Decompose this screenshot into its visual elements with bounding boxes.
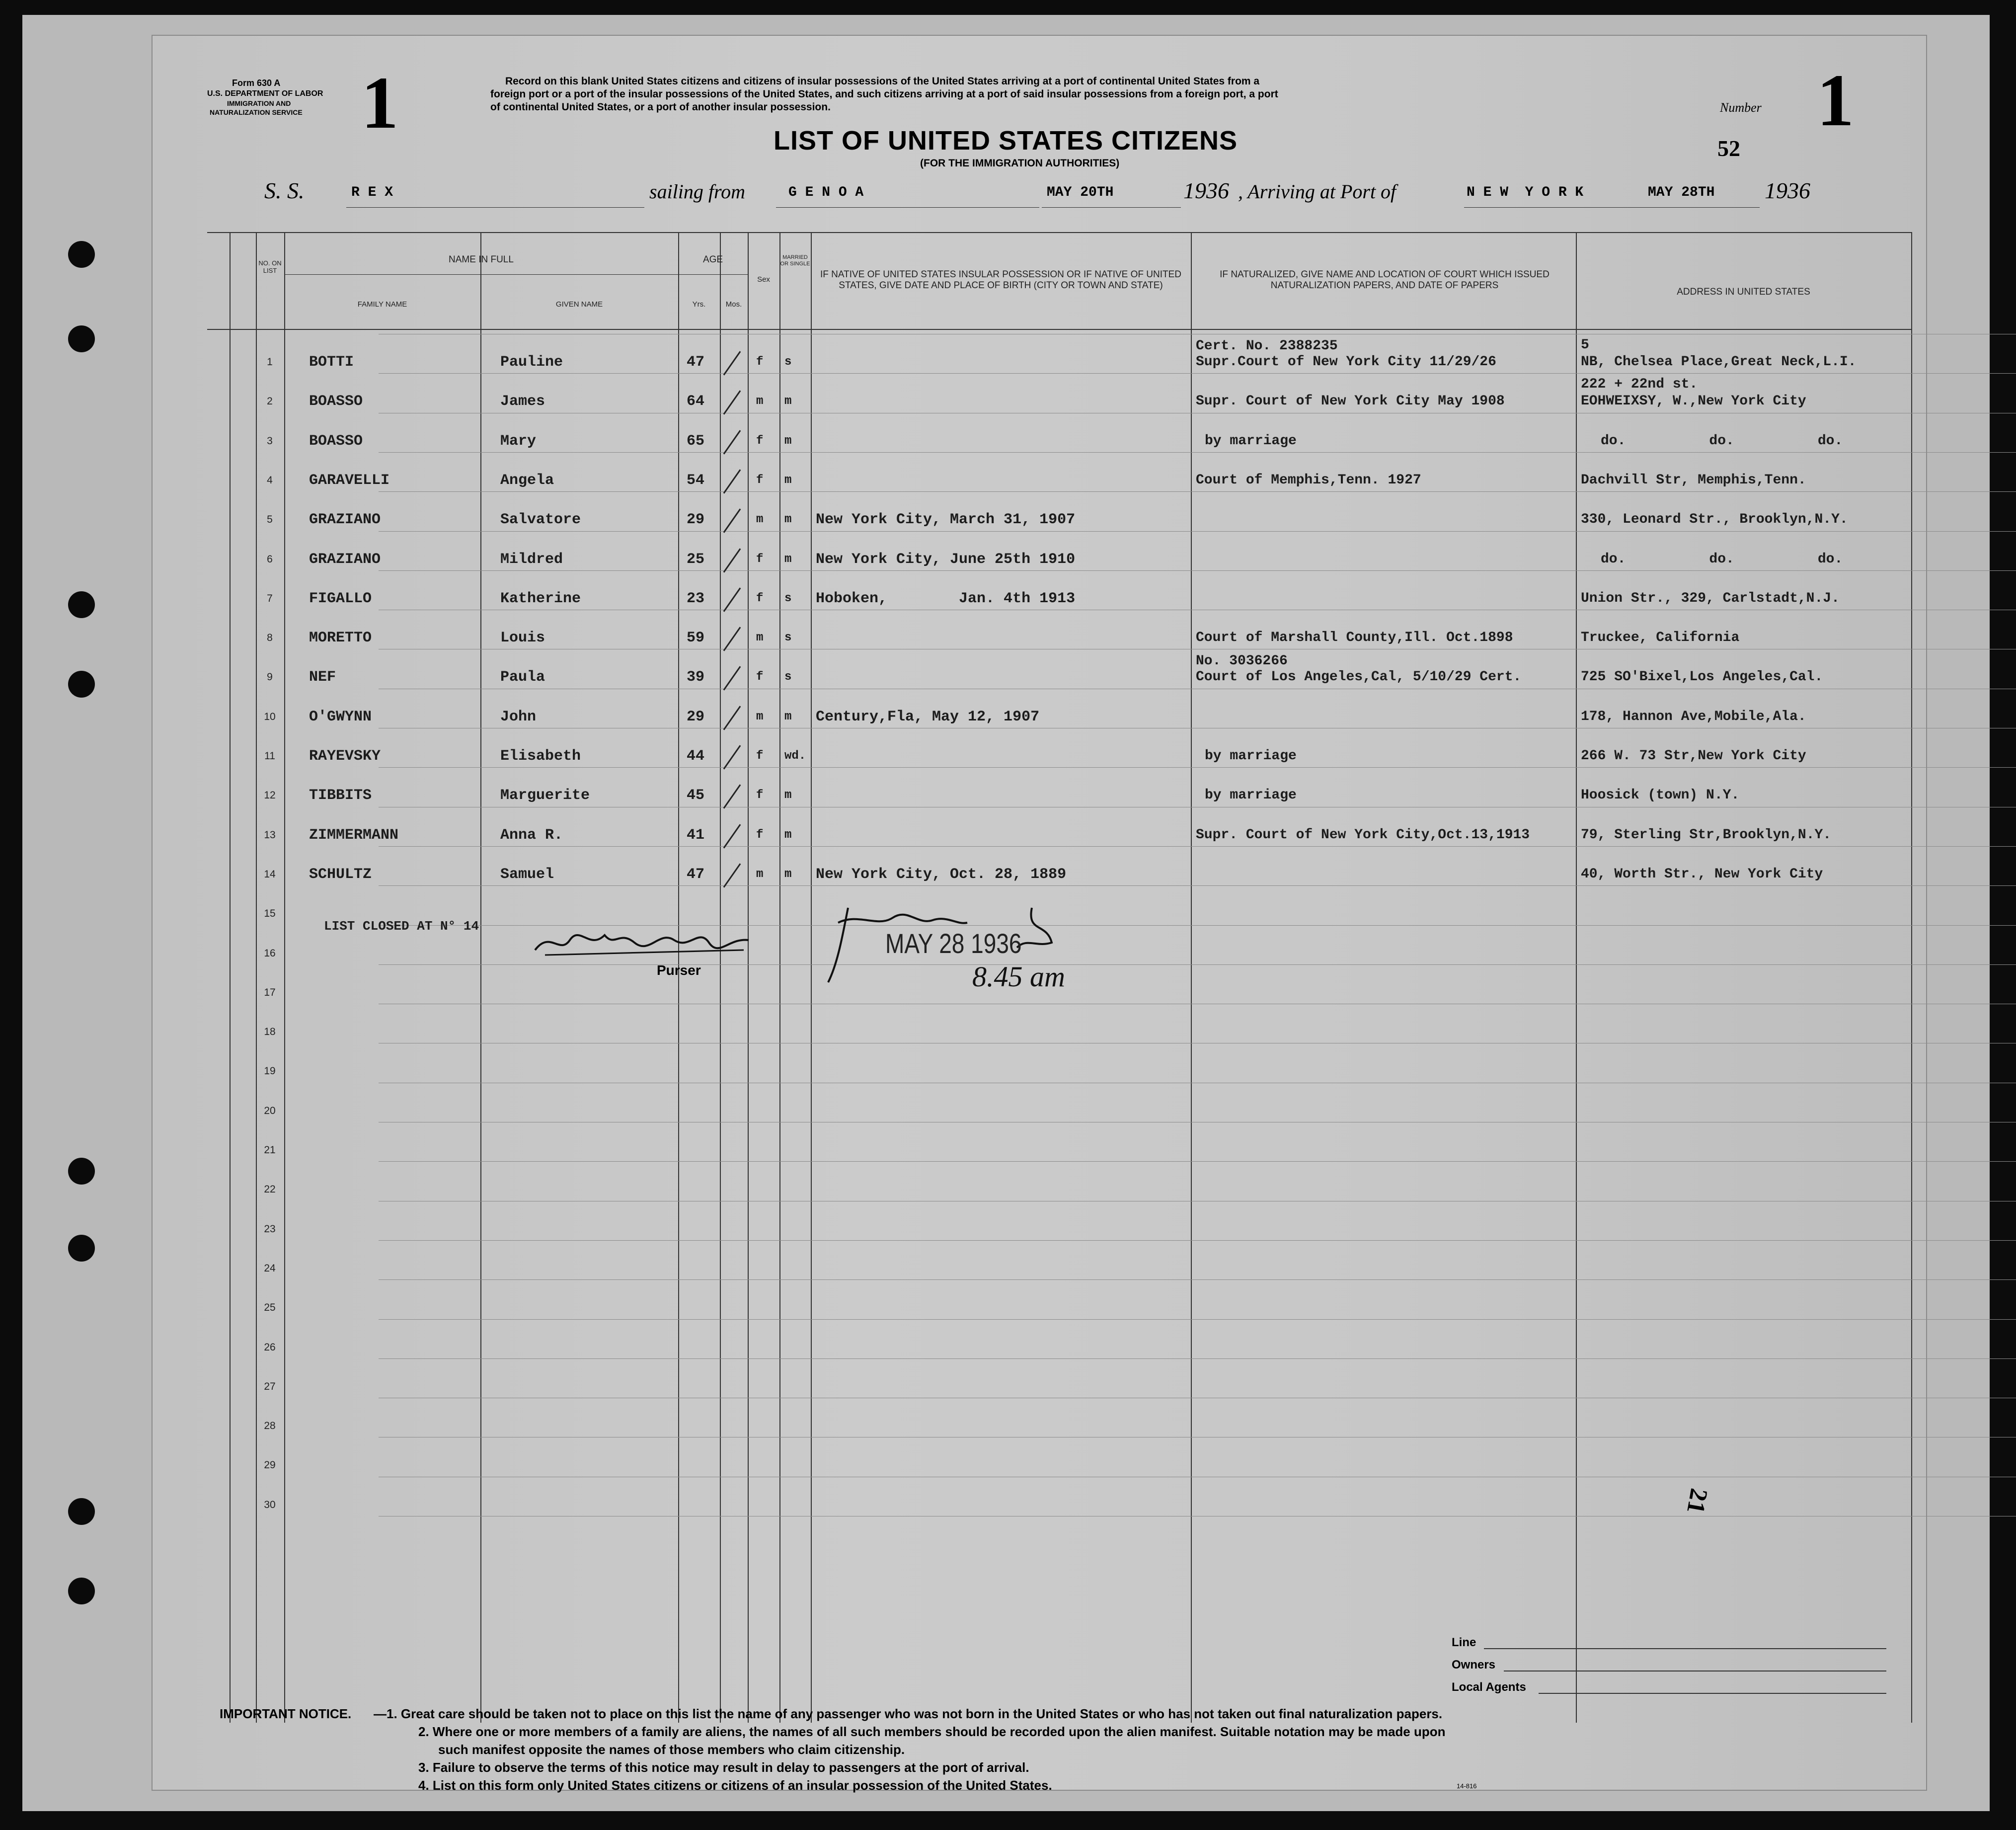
sex: f — [756, 434, 764, 448]
arrival-port: N E W Y O R K — [1467, 185, 1584, 200]
marital-status: m — [784, 395, 792, 408]
age-years: 29 — [687, 708, 705, 725]
row-rule — [379, 846, 2016, 847]
number-label: Number — [1720, 100, 1762, 115]
naturalization-court: Supr.Court of New York City 11/29/26 — [1196, 354, 1496, 370]
col-header-address: ADDRESS IN UNITED STATES — [1677, 287, 1810, 297]
birth-place-date: New York City, Oct. 28, 1889 — [816, 866, 1067, 883]
col-header-given-name: GIVEN NAME — [555, 300, 603, 309]
given-name: Mary — [500, 432, 537, 450]
page-reference: 52 — [1717, 136, 1740, 161]
ship-name: R E X — [351, 185, 393, 200]
given-name: John — [500, 708, 537, 725]
marital-status: m — [784, 789, 792, 802]
sex: m — [756, 395, 764, 408]
print-code: 14-816 — [1457, 1782, 1477, 1790]
ss-label: S. S. — [264, 178, 305, 203]
col-header-mos: Mos. — [725, 300, 742, 309]
row-number: 7 — [267, 592, 273, 604]
arriving-label: , Arriving at Port of — [1238, 180, 1396, 203]
family-name: BOTTI — [309, 354, 354, 371]
family-name: RAYEVSKY — [309, 748, 381, 765]
department-label: U.S. DEPARTMENT OF LABOR — [207, 89, 323, 98]
row-number: 2 — [267, 396, 273, 407]
birth-place-date: Century,Fla, May 12, 1907 — [816, 708, 1040, 725]
sex: f — [756, 828, 764, 842]
notice-label: IMPORTANT NOTICE. — [220, 1706, 352, 1721]
address: Dachvill Str, Memphis,Tenn. — [1581, 472, 1806, 488]
page-subtitle: (FOR THE IMMIGRATION AUTHORITIES) — [920, 158, 1120, 169]
row-rule — [379, 885, 2016, 886]
row-number: 6 — [267, 553, 273, 565]
naturalization-court: Court of Memphis,Tenn. 1927 — [1196, 472, 1421, 488]
row-rule — [379, 491, 2016, 492]
row-number: 30 — [264, 1499, 276, 1511]
marital-status: wd. — [784, 749, 806, 763]
age-months-slash — [723, 587, 741, 612]
family-name: GRAZIANO — [309, 511, 381, 529]
row-rule — [379, 1161, 2016, 1162]
row-rule — [379, 1279, 2016, 1280]
sex: f — [756, 473, 764, 487]
given-name: Katherine — [500, 590, 581, 607]
form-number: Form 630 A — [232, 78, 281, 88]
given-name: Pauline — [500, 354, 563, 371]
row-number: 22 — [264, 1184, 276, 1195]
departure-year: 1936 — [1183, 178, 1229, 203]
family-name: GRAZIANO — [309, 551, 381, 568]
row-number: 13 — [264, 829, 276, 841]
birth-place-date: New York City, March 31, 1907 — [816, 511, 1076, 529]
given-name: Mildred — [500, 551, 563, 568]
scanned-document — [22, 15, 1990, 1811]
age-years: 54 — [687, 472, 705, 489]
age-years: 39 — [687, 669, 705, 686]
row-number: 18 — [264, 1026, 276, 1038]
age-years: 23 — [687, 590, 705, 607]
family-name: ZIMMERMANN — [309, 826, 399, 844]
naturalization-court: Court of Marshall County,Ill. Oct.1898 — [1196, 630, 1513, 646]
col-header-yrs: Yrs. — [692, 300, 706, 309]
age-months-slash — [723, 745, 741, 769]
naturalization-court: Court of Los Angeles,Cal, 5/10/29 Cert. — [1196, 669, 1522, 685]
col-header-family-name: FAMILY NAME — [357, 300, 407, 309]
age-years: 45 — [687, 787, 705, 804]
row-number: 4 — [267, 474, 273, 486]
binder-hole — [68, 591, 95, 618]
family-name: BOASSO — [309, 432, 363, 450]
age-years: 44 — [687, 748, 705, 765]
address: NB, Chelsea Place,Great Neck,L.I. — [1581, 354, 1857, 370]
age-years: 25 — [687, 551, 705, 568]
address: 79, Sterling Str,Brooklyn,N.Y. — [1581, 827, 1832, 843]
date-stamp: MAY 28 1936 — [885, 928, 1022, 959]
family-name: O'GWYNN — [309, 708, 372, 725]
list-number: 1 — [361, 62, 398, 144]
list-closed-text: LIST CLOSED AT N° 14 — [324, 919, 479, 934]
notice-item-3: 3. Failure to observe the terms of this notice may result in delay to passengers at the port of arrival. — [418, 1760, 1029, 1775]
arrival-date: MAY 28TH — [1648, 185, 1715, 200]
instructions-line-1: Record on this blank United States citizens and citizens of insular possessions of the United States arriving at a port of continental United States from a — [505, 76, 1260, 87]
marital-status: s — [784, 591, 792, 605]
age-months-slash — [723, 785, 741, 809]
given-name: Anna R. — [500, 826, 563, 844]
age-months-slash — [723, 391, 741, 415]
family-name: FIGALLO — [309, 590, 372, 607]
sex: m — [756, 631, 764, 645]
address: 266 W. 73 Str,New York City — [1581, 748, 1806, 764]
col-header-birth: IF NATIVE OF UNITED STATES INSULAR POSSESSION OR IF NATIVE OF UNITED STATES, GIVE DATE AND PLACE OF BIRTH (CITY OR TOWN AND STATE) — [820, 269, 1181, 291]
row-number: 19 — [264, 1065, 276, 1077]
birth-place-date: Hoboken, Jan. 4th 1913 — [816, 590, 1076, 607]
owners-label: Owners — [1452, 1658, 1496, 1671]
row-number: 8 — [267, 632, 273, 644]
row-rule — [379, 570, 2016, 571]
binder-hole — [68, 1158, 95, 1185]
age-months-slash — [723, 666, 741, 691]
binder-hole — [68, 1578, 95, 1604]
row-number: 9 — [267, 671, 273, 683]
age-months-slash — [723, 548, 741, 572]
row-number: 14 — [264, 868, 276, 880]
row-number: 12 — [264, 790, 276, 801]
naturalization-cert: No. 3036266 — [1196, 653, 1288, 669]
row-number: 3 — [267, 435, 273, 447]
instructions-line-3: of continental United States, or a port of another insular possession. — [490, 101, 831, 113]
row-number: 20 — [264, 1105, 276, 1116]
table-top-border — [207, 232, 1911, 233]
margin-note: 21 — [1682, 1486, 1713, 1516]
marital-status: m — [784, 828, 792, 842]
naturalization-cert: Cert. No. 2388235 — [1196, 338, 1338, 354]
family-name: TIBBITS — [309, 787, 372, 804]
sex: f — [756, 591, 764, 605]
row-number: 11 — [264, 750, 275, 762]
notice-item-1: —1. Great care should be taken not to place on this list the name of any passenger who was not born in the United States or who has not taken out final naturalization papers. — [374, 1706, 1443, 1721]
arrival-year: 1936 — [1765, 178, 1810, 203]
row-number: 5 — [267, 514, 273, 526]
service-label-2: NATURALIZATION SERVICE — [210, 108, 303, 116]
sex: m — [756, 867, 764, 881]
given-name: Samuel — [500, 866, 554, 883]
family-name: SCHULTZ — [309, 866, 372, 883]
age-years: 29 — [687, 511, 705, 529]
row-rule — [379, 1358, 2016, 1359]
given-name: James — [500, 393, 545, 410]
marital-status: s — [784, 670, 792, 684]
service-label-1: IMMIGRATION AND — [227, 99, 291, 107]
row-number: 25 — [264, 1302, 276, 1314]
binder-hole — [68, 671, 95, 698]
local-agents-label: Local Agents — [1452, 1680, 1526, 1694]
notice-item-2-cont: such manifest opposite the names of those members who claim citizenship. — [438, 1742, 905, 1757]
address: do. do. do. — [1601, 551, 1843, 567]
family-name: NEF — [309, 669, 336, 686]
col-header-no: NO. ON LIST — [258, 259, 282, 274]
age-years: 65 — [687, 432, 705, 450]
manifest-sheet — [152, 35, 1927, 1791]
family-name: BOASSO — [309, 393, 363, 410]
age-months-slash — [723, 430, 741, 454]
binder-hole — [68, 241, 95, 268]
table-header-bottom — [207, 329, 1911, 330]
age-months-slash — [723, 627, 741, 651]
address: 178, Hannon Ave,Mobile,Ala. — [1581, 709, 1806, 724]
marital-status: s — [784, 355, 792, 369]
age-years: 47 — [687, 866, 705, 883]
age-months-slash — [723, 824, 741, 848]
age-years: 59 — [687, 630, 705, 647]
row-number: 23 — [264, 1223, 276, 1235]
row-rule — [379, 452, 2016, 453]
row-number: 15 — [264, 908, 276, 920]
family-name: GARAVELLI — [309, 472, 390, 489]
col-header-name-in-full: NAME IN FULL — [449, 254, 514, 265]
naturalization-court: by marriage — [1205, 748, 1297, 764]
col-header-naturalization: IF NATURALIZED, GIVE NAME AND LOCATION OF COURT WHICH ISSUED NATURALIZATION PAPERS, AND DATE OF PAPERS — [1220, 269, 1550, 291]
age-months-slash — [723, 351, 741, 375]
row-number: 21 — [264, 1144, 276, 1156]
address-note: 222 + 22nd st. — [1581, 377, 1698, 393]
address: Union Str., 329, Carlstadt,N.J. — [1581, 590, 1840, 606]
given-name: Angela — [500, 472, 554, 489]
address: Hoosick (town) N.Y. — [1581, 788, 1740, 803]
row-number: 16 — [264, 947, 276, 959]
sailing-from-label: sailing from — [649, 180, 745, 203]
sex: m — [756, 710, 764, 723]
address: 40, Worth Str., New York City — [1581, 866, 1823, 882]
age-months-slash — [723, 863, 741, 887]
given-name: Elisabeth — [500, 748, 581, 765]
departure-date: MAY 20TH — [1047, 185, 1114, 200]
given-name: Paula — [500, 669, 545, 686]
marital-status: m — [784, 867, 792, 881]
row-rule — [379, 373, 2016, 374]
sex: f — [756, 355, 764, 369]
address: EOHWEIXSY, W.,New York City — [1581, 394, 1806, 409]
number-value: 1 — [1817, 59, 1854, 142]
row-rule — [379, 1240, 2016, 1241]
row-rule — [379, 1319, 2016, 1320]
age-months-slash — [723, 509, 741, 533]
age-years: 64 — [687, 393, 705, 410]
notice-item-4: 4. List on this form only United States citizens or citizens of an insular possession of the United States. — [418, 1778, 1052, 1793]
notice-item-2: 2. Where one or more members of a family are aliens, the names of all such members should be recorded upon the alien manifest. Suitable notation may be made upon — [418, 1724, 1446, 1739]
col-header-sex: Sex — [757, 275, 770, 284]
row-rule — [379, 767, 2016, 768]
age-years: 41 — [687, 826, 705, 844]
family-name: MORETTO — [309, 630, 372, 647]
row-number: 24 — [264, 1262, 276, 1274]
sex: f — [756, 552, 764, 566]
sex: f — [756, 670, 764, 684]
marital-status: m — [784, 710, 792, 723]
row-number: 17 — [264, 986, 276, 998]
instructions-line-2: foreign port or a port of the insular possessions of the United States, and such citizens arriving at a port of said insular possessions from a foreign port, a port — [490, 88, 1278, 100]
row-number: 28 — [264, 1420, 276, 1432]
line-label: Line — [1452, 1636, 1476, 1649]
marital-status: m — [784, 513, 792, 527]
given-name: Salvatore — [500, 511, 581, 529]
binder-hole — [68, 1498, 95, 1525]
address-note: 5 — [1581, 337, 1589, 353]
sex: f — [756, 749, 764, 763]
address: 330, Leonard Str., Brooklyn,N.Y. — [1581, 512, 1848, 528]
age-months-slash — [723, 706, 741, 730]
row-number: 27 — [264, 1380, 276, 1392]
row-number: 1 — [267, 356, 273, 368]
naturalization-court: Supr. Court of New York City May 1908 — [1196, 394, 1505, 409]
marital-status: m — [784, 552, 792, 566]
naturalization-court: Supr. Court of New York City,Oct.13,1913 — [1196, 827, 1530, 843]
sex: f — [756, 789, 764, 802]
binder-hole — [68, 1235, 95, 1262]
marital-status: m — [784, 473, 792, 487]
departure-port: G E N O A — [788, 185, 864, 200]
col-header-married-single: MARRIED OR SINGLE — [780, 254, 810, 267]
row-number: 26 — [264, 1341, 276, 1353]
birth-place-date: New York City, June 25th 1910 — [816, 551, 1076, 568]
binder-hole — [68, 325, 95, 352]
handwritten-time: 8.45 am — [972, 960, 1065, 993]
sex: m — [756, 513, 764, 527]
naturalization-court: by marriage — [1205, 433, 1297, 449]
given-name: Louis — [500, 630, 545, 647]
age-months-slash — [723, 469, 741, 493]
purser-signature — [530, 920, 759, 965]
address: do. do. do. — [1601, 433, 1843, 449]
row-rule — [379, 531, 2016, 532]
row-number: 10 — [264, 711, 276, 722]
given-name: Marguerite — [500, 787, 590, 804]
age-years: 47 — [687, 354, 705, 371]
naturalization-court: by marriage — [1205, 788, 1297, 803]
purser-label: Purser — [657, 962, 701, 978]
marital-status: m — [784, 434, 792, 448]
marital-status: s — [784, 631, 792, 645]
address: Truckee, California — [1581, 630, 1740, 646]
col-header-age: AGE — [702, 254, 723, 265]
row-number: 29 — [264, 1459, 276, 1471]
page-title: LIST OF UNITED STATES CITIZENS — [774, 126, 1238, 156]
address: 725 SO'Bixel,Los Angeles,Cal. — [1581, 669, 1823, 685]
